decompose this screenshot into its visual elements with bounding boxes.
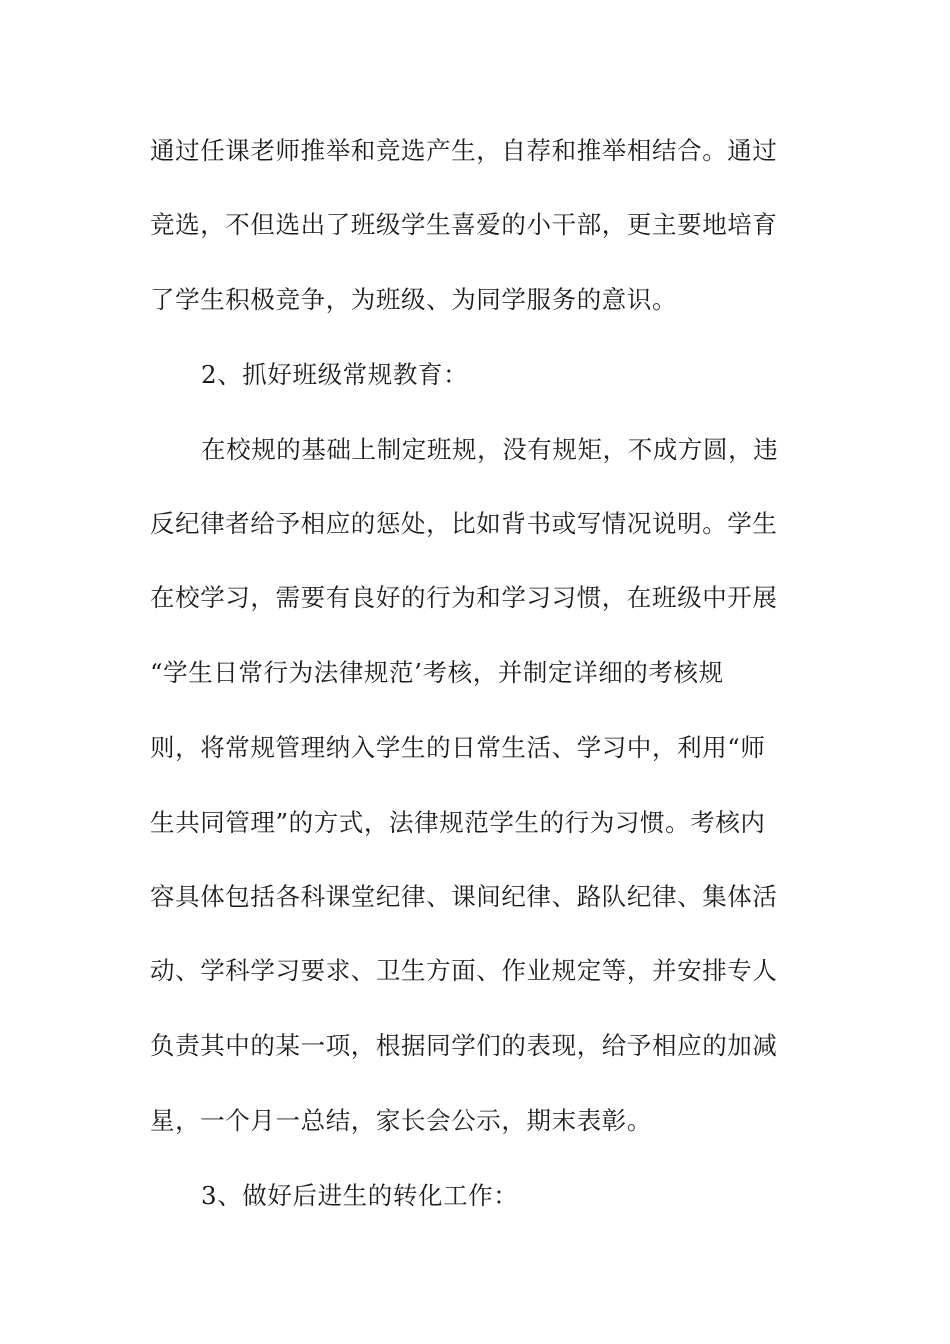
section-heading: 2、抓好班级常规教育：: [201, 360, 469, 389]
paragraph-line: 负责其中的某一项，根据同学们的表现，给予相应的加减: [150, 1031, 778, 1060]
paragraph-line: 竞选，不但选出了班级学生喜爱的小干部，更主要地培育: [150, 210, 778, 239]
paragraph-line: 动、学科学习要求、卫生方面、作业规定等，并安排专人: [150, 956, 778, 985]
paragraph-line: 在校学习，需要有良好的行为和学习习惯，在班级中开展: [150, 583, 778, 612]
paragraph-line: 在校规的基础上制定班规，没有规矩，不成方圆，违: [201, 435, 779, 464]
paragraph-line: “学生日常行为法律规范’考核，并制定详细的考核规: [150, 658, 724, 687]
paragraph-line: 反纪律者给予相应的惩处，比如背书或写情况说明。学生: [150, 509, 778, 538]
paragraph-line: 则，将常规管理纳入学生的日常生活、学习中，利用“师: [150, 733, 766, 762]
paragraph-line: 通过任课老师推举和竞选产生，自荐和推举相结合。通过: [150, 136, 778, 165]
paragraph-line: 生共同管理”的方式，法律规范学生的行为习惯。考核内: [150, 808, 766, 837]
section-heading: 3、做好后进生的转化工作：: [201, 1181, 519, 1210]
paragraph-line: 容具体包括各科课堂纪律、课间纪律、路队纪律、集体活: [150, 882, 778, 911]
paragraph-line: 了学生积极竞争，为班级、为同学服务的意识。: [150, 285, 678, 314]
paragraph-line: 星，一个月一总结，家长会公示，期末表彰。: [150, 1106, 652, 1135]
